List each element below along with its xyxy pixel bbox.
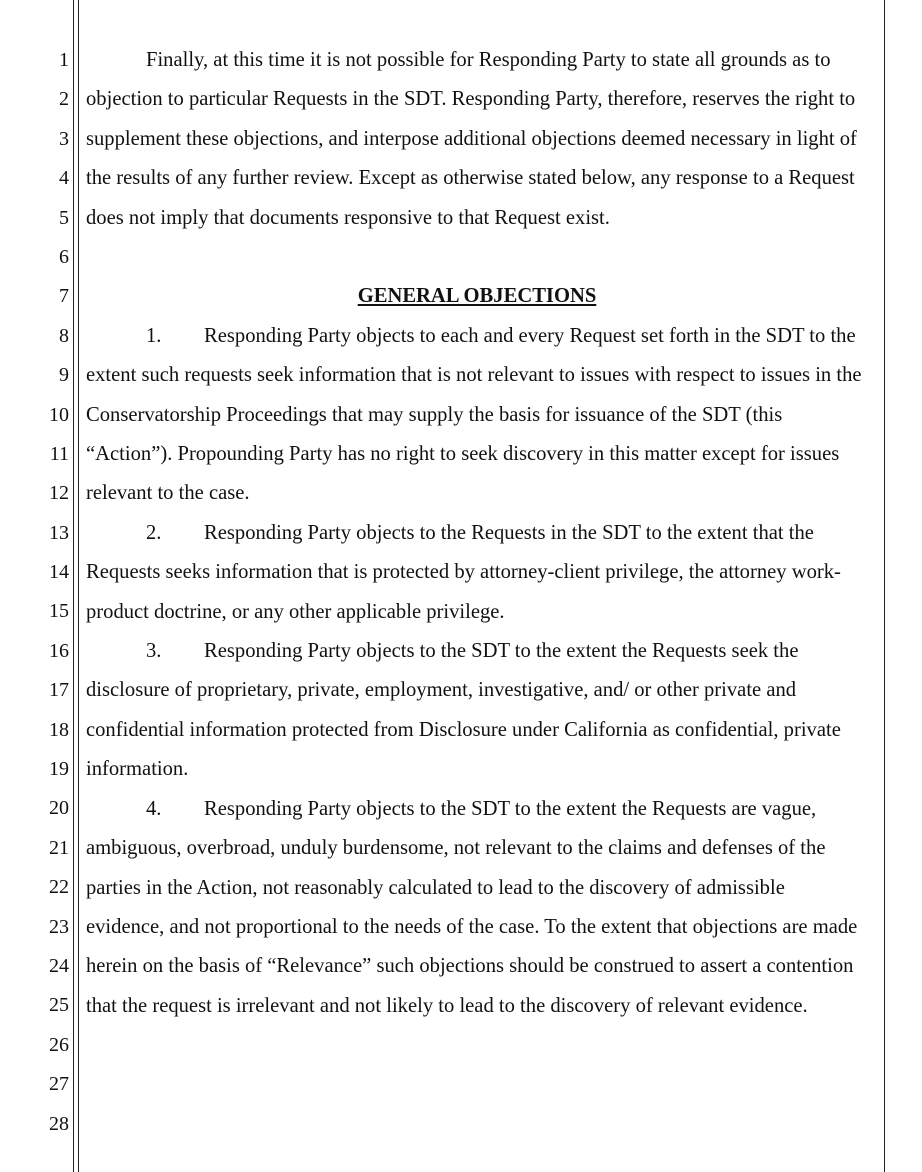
left-margin-rule-outer: [73, 0, 74, 1172]
line-number: 12: [49, 482, 69, 505]
objection-item-1: [86, 317, 868, 514]
left-margin-rule-inner: [78, 0, 79, 1172]
objection-item-3: [86, 632, 868, 790]
line-number: 8: [59, 324, 69, 347]
line-number: 28: [49, 1112, 69, 1135]
line-number: 10: [49, 403, 69, 426]
line-number: 27: [49, 1073, 69, 1096]
objection-text: Responding Party objects to the SDT to the extent the Requests seek the disclosure of proprietary, private, employment, investigative, and/ or other private and confidential information protected from Disclosure under California as confidential, private information.: [86, 640, 841, 781]
line-number-column: [0, 41, 69, 1144]
objection-text: Responding Party objects to the SDT to the extent the Requests are vague, ambiguous, overbroad, unduly burdensome, not relevant to the claims and defenses of the parties in the Action, not reasonably calculated to lead to the discovery of admissible evidence, and not proportional to the needs of the case. To the extent that objections are made herein on the basis of “Relevance” such objections should be construed to assert a contention that the request is irrelevant and not likely to lead to the discovery of relevant evidence.: [86, 797, 858, 1017]
line-number: 6: [59, 245, 69, 268]
line-number: 22: [49, 876, 69, 899]
line-number: 20: [49, 797, 69, 820]
line-number: 4: [59, 167, 69, 190]
line-number: 11: [49, 442, 69, 465]
line-number: 21: [49, 836, 69, 859]
line-number: 24: [49, 954, 69, 977]
line-number: 9: [59, 364, 69, 387]
document-body: [86, 41, 868, 1026]
objection-item-4: [86, 790, 868, 1026]
line-number: 16: [49, 639, 69, 662]
line-number: 23: [49, 915, 69, 938]
line-number: 13: [49, 521, 69, 544]
line-number: 7: [59, 285, 69, 308]
line-number: 2: [59, 88, 69, 111]
line-number: 14: [49, 561, 69, 584]
right-margin-rule: [884, 0, 885, 1172]
section-heading: GENERAL OBJECTIONS: [357, 285, 597, 308]
blank-line: [86, 238, 868, 277]
line-number: 18: [49, 718, 69, 741]
objection-item-2: [86, 514, 868, 632]
line-number: 25: [49, 994, 69, 1017]
intro-paragraph: Finally, at this time it is not possible for Responding Party to state all grounds as to objection to particular Requests in the SDT. Responding Party, therefore, reserves the right to supplement these objections, and interpose additional objections deemed necessary in light of the results of any further review. Except as otherwise stated below, any response to a Request does not imply that documents responsive to that Request exist.: [86, 49, 857, 229]
objection-text: Responding Party objects to each and every Request set forth in the SDT to the extent such requests seek information that is not relevant to issues with respect to issues in the Conservatorship Proceedings that may supply the basis for issuance of the SDT (this “Action”). Propounding Party has no right to seek discovery in this matter except for issues relevant to the case.: [86, 324, 862, 505]
objection-number: 2.: [146, 521, 162, 544]
objection-number: 1.: [146, 324, 162, 347]
line-number: 19: [49, 758, 69, 781]
line-number: 3: [59, 127, 69, 150]
line-number: 17: [49, 679, 69, 702]
line-number: 5: [59, 206, 69, 229]
line-number: 1: [59, 49, 69, 71]
objection-text: Responding Party objects to the Requests in the SDT to the extent that the Requests seeks information that is protected by attorney-client privilege, the attorney work-product doctrine, or any other applicable privilege.: [86, 521, 841, 623]
line-number: 15: [49, 600, 69, 623]
objection-number: 3.: [146, 640, 162, 663]
line-number: 26: [49, 1033, 69, 1056]
objection-number: 4.: [146, 797, 162, 820]
